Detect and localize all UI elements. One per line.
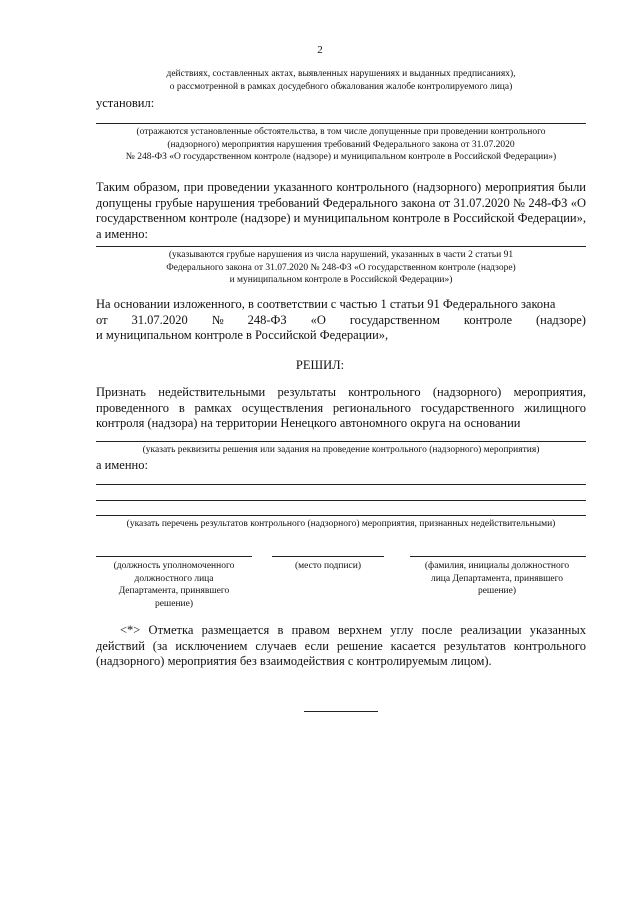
basis-line-2 — [96, 313, 586, 329]
violations-caption — [96, 249, 586, 287]
header-caption — [96, 68, 586, 93]
basis-paragraph — [96, 297, 586, 344]
position-caption-line-2: должностного лица — [134, 573, 214, 584]
violations-caption-line-1: (указываются грубые нарушения из числа нарушений, указанных в части 2 статьи 91 — [168, 250, 514, 260]
header-caption-line-2: о рассмотренной в рамках досудебного обжалования жалобе контролируемого лица) — [169, 81, 513, 92]
violations-paragraph: Таким образом, при проведении указанного контрольного (надзорного) мероприятия были допущены грубые нарушения требований Федерального закона от 31.07.2020 № 248-ФЗ «О государственном контроле (надзоре) и муниципальном контроле в Российской Федерации», а именно: — [96, 180, 586, 241]
violations-fill-line — [96, 246, 586, 247]
established-fill-line — [96, 123, 586, 124]
basis-word: № — [211, 312, 224, 327]
decision-fill-line — [96, 441, 586, 442]
name-caption-line-2: лица Департамента, принявшего — [430, 573, 564, 584]
footnote: <*> Отметка размещается в правом верхнем углу после реализации указанных действий (за исключением случаев если решение касается результатов контрольного (надзорного) мероприятия без взаимодействия с контролируемым лицом). — [96, 623, 586, 668]
violations-caption-line-2: Федерального закона от 31.07.2020 № 248-ФЗ «О государственном контроле (надзоре) — [166, 262, 516, 273]
basis-line-3: и муниципальном контроле в Российской Федерации», — [96, 328, 389, 342]
basis-word: государственном — [349, 312, 440, 327]
list-fill-line-1 — [96, 484, 586, 485]
violations-caption-line-3: и муниципальном контроле в Российской Федерации») — [229, 275, 453, 285]
name-caption-line-3: решение) — [477, 586, 517, 596]
established-caption-line-2: (надзорного) мероприятия нарушения требований Федерального закона от 31.07.2020 — [167, 139, 515, 150]
position-caption-line-1: (должность уполномоченного — [113, 561, 235, 571]
basis-word: контроле — [463, 312, 513, 327]
position-caption — [92, 560, 256, 610]
page-number: 2 — [317, 44, 323, 56]
end-separator — [304, 711, 378, 712]
header-caption-line-1: действиях, составленных актах, выявленных нарушениях и выданных предписаниях), — [166, 69, 516, 79]
list-fill-line-3 — [96, 515, 586, 516]
list-caption: (указать перечень результатов контрольного (надзорного) мероприятия, признанных недействительными) — [126, 519, 556, 529]
place-signature-line — [272, 556, 384, 557]
established-label: установил: — [96, 96, 155, 110]
basis-word: от — [96, 312, 108, 327]
basis-word: «О — [310, 312, 326, 327]
position-signature-line — [96, 556, 252, 557]
place-caption: (место подписи) — [294, 561, 362, 571]
name-signature-line — [410, 556, 586, 557]
name-caption-line-1: (фамилия, инициалы должностного — [424, 561, 570, 571]
namely-label: а именно: — [96, 458, 148, 472]
basis-word: 31.07.2020 — [131, 312, 188, 327]
basis-word: (надзоре) — [535, 312, 586, 327]
decision-caption: (указать реквизиты решения или задания на проведение контрольного (надзорного) мероприятия) — [142, 445, 540, 455]
list-fill-line-2 — [96, 500, 586, 501]
established-caption — [96, 126, 586, 164]
decision-heading: РЕШИЛ: — [295, 358, 345, 372]
established-caption-line-3: № 248-ФЗ «О государственном контроле (надзоре) и муниципальном контроле в Российской Федерации») — [125, 152, 557, 162]
decision-paragraph: Признать недействительными результаты контрольного (надзорного) мероприятия, проведенного в рамках осуществления регионального государственного жилищного контроля (надзора) на территории Ненецкого автономного округа на основании — [96, 385, 586, 430]
position-caption-line-3: Департамента, принявшего — [118, 586, 230, 596]
position-caption-line-4: решение) — [154, 598, 194, 609]
basis-word: 248-ФЗ — [247, 312, 287, 327]
name-caption — [404, 560, 590, 598]
established-caption-line-1: (отражаются установленные обстоятельства, в том числе допущенные при проведении контрольного — [136, 127, 546, 137]
basis-line-1: На основании изложенного, в соответствии с частью 1 статьи 91 Федерального закона — [96, 297, 556, 311]
